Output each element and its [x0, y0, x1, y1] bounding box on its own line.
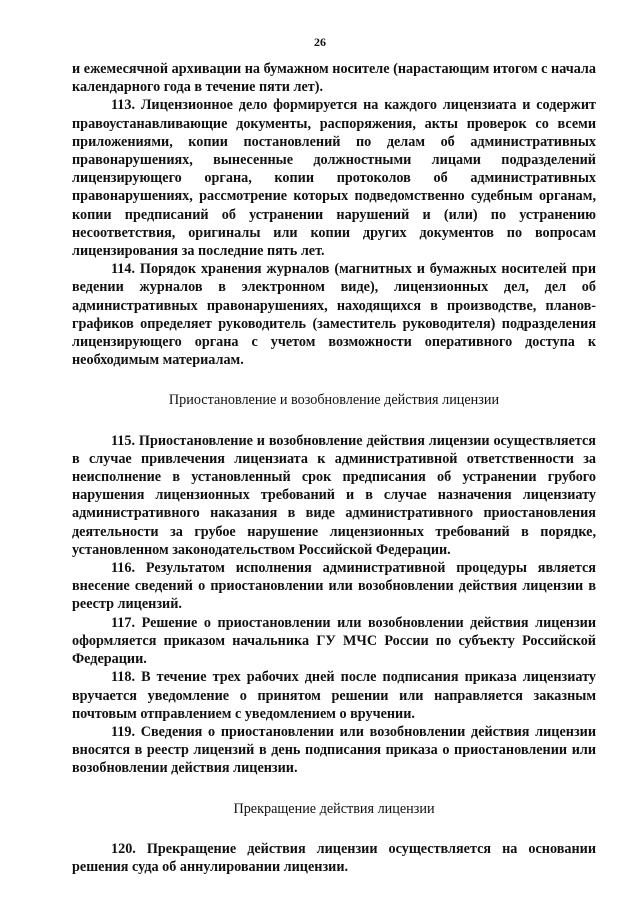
paragraph-117: 117. Решение о приостановлении или возобновлении действия лицензии оформляется приказом начальника ГУ МЧС России по субъекту Российской Федерации. — [72, 614, 596, 668]
paragraph-113: 113. Лицензионное дело формируется на каждого лицензиата и содержит правоустанавливающие документы, распоряжения, акты проверок со всеми приложениями, копии постановлений по делам об административных правонарушениях, вынесенные должностными лицами подразделений лицензирующего органа, копии протоколов об административных правонарушениях, рассмотрение которых подведомственно судебным органам, копии предписаний об устранении нарушений и (или) по устранению несоответствия, оригиналы или копии других документов по вопросам лицензирования за последние пять лет. — [72, 97, 596, 260]
page-number: 26 — [314, 35, 326, 49]
section-heading-termination: Прекращение действия лицензии — [233, 800, 435, 817]
paragraph-118: 118. В течение трех рабочих дней после подписания приказа лицензиату вручается уведомление о принятом решении или направляется заказным почтовым отправлением с уведомлением о вручении. — [72, 669, 596, 722]
paragraph-120: 120. Прекращение действия лицензии осуществляется на основании решения суда об аннулировании лицензии. — [72, 840, 596, 875]
paragraph-116: 116. Результатом исполнения административной процедуры является внесение сведений о приостановлении или возобновлении действия лицензии в реестр лицензий. — [72, 560, 596, 613]
paragraph-continuation: и ежемесячной архивации на бумажном носителе (нарастающим итогом с начала календарного года в течение пяти лет). — [72, 61, 596, 96]
section-heading-suspension: Приостановление и возобновление действия лицензии — [168, 392, 500, 409]
paragraph-114: 114. Порядок хранения журналов (магнитных и бумажных носителей при ведении журналов в электронном виде), лицензионных дел, дел об административных правонарушениях, находящихся в производстве, планов-графиков определяет руководитель (заместитель руководителя) подразделения лицензирующего органа с учетом возможности оперативного доступа к необходимым материалам. — [72, 261, 596, 369]
paragraph-115: 115. Приостановление и возобновление действия лицензии осуществляется в случае привлечения лицензиата к административной ответственности за неисполнение в установленный срок предписания об устранении грубого нарушения лицензионных требований и в случае назначения лицензиату административного наказания в виде административного приостановления деятельности за грубое нарушение лицензионных требований в порядке, установленном законодательством Российской Федерации. — [72, 432, 596, 558]
document-body — [72, 60, 596, 876]
paragraph-119: 119. Сведения о приостановлении или возобновлении действия лицензии вносятся в реестр лицензий в день подписания приказа о приостановлении или возобновлении действия лицензии. — [72, 723, 596, 777]
